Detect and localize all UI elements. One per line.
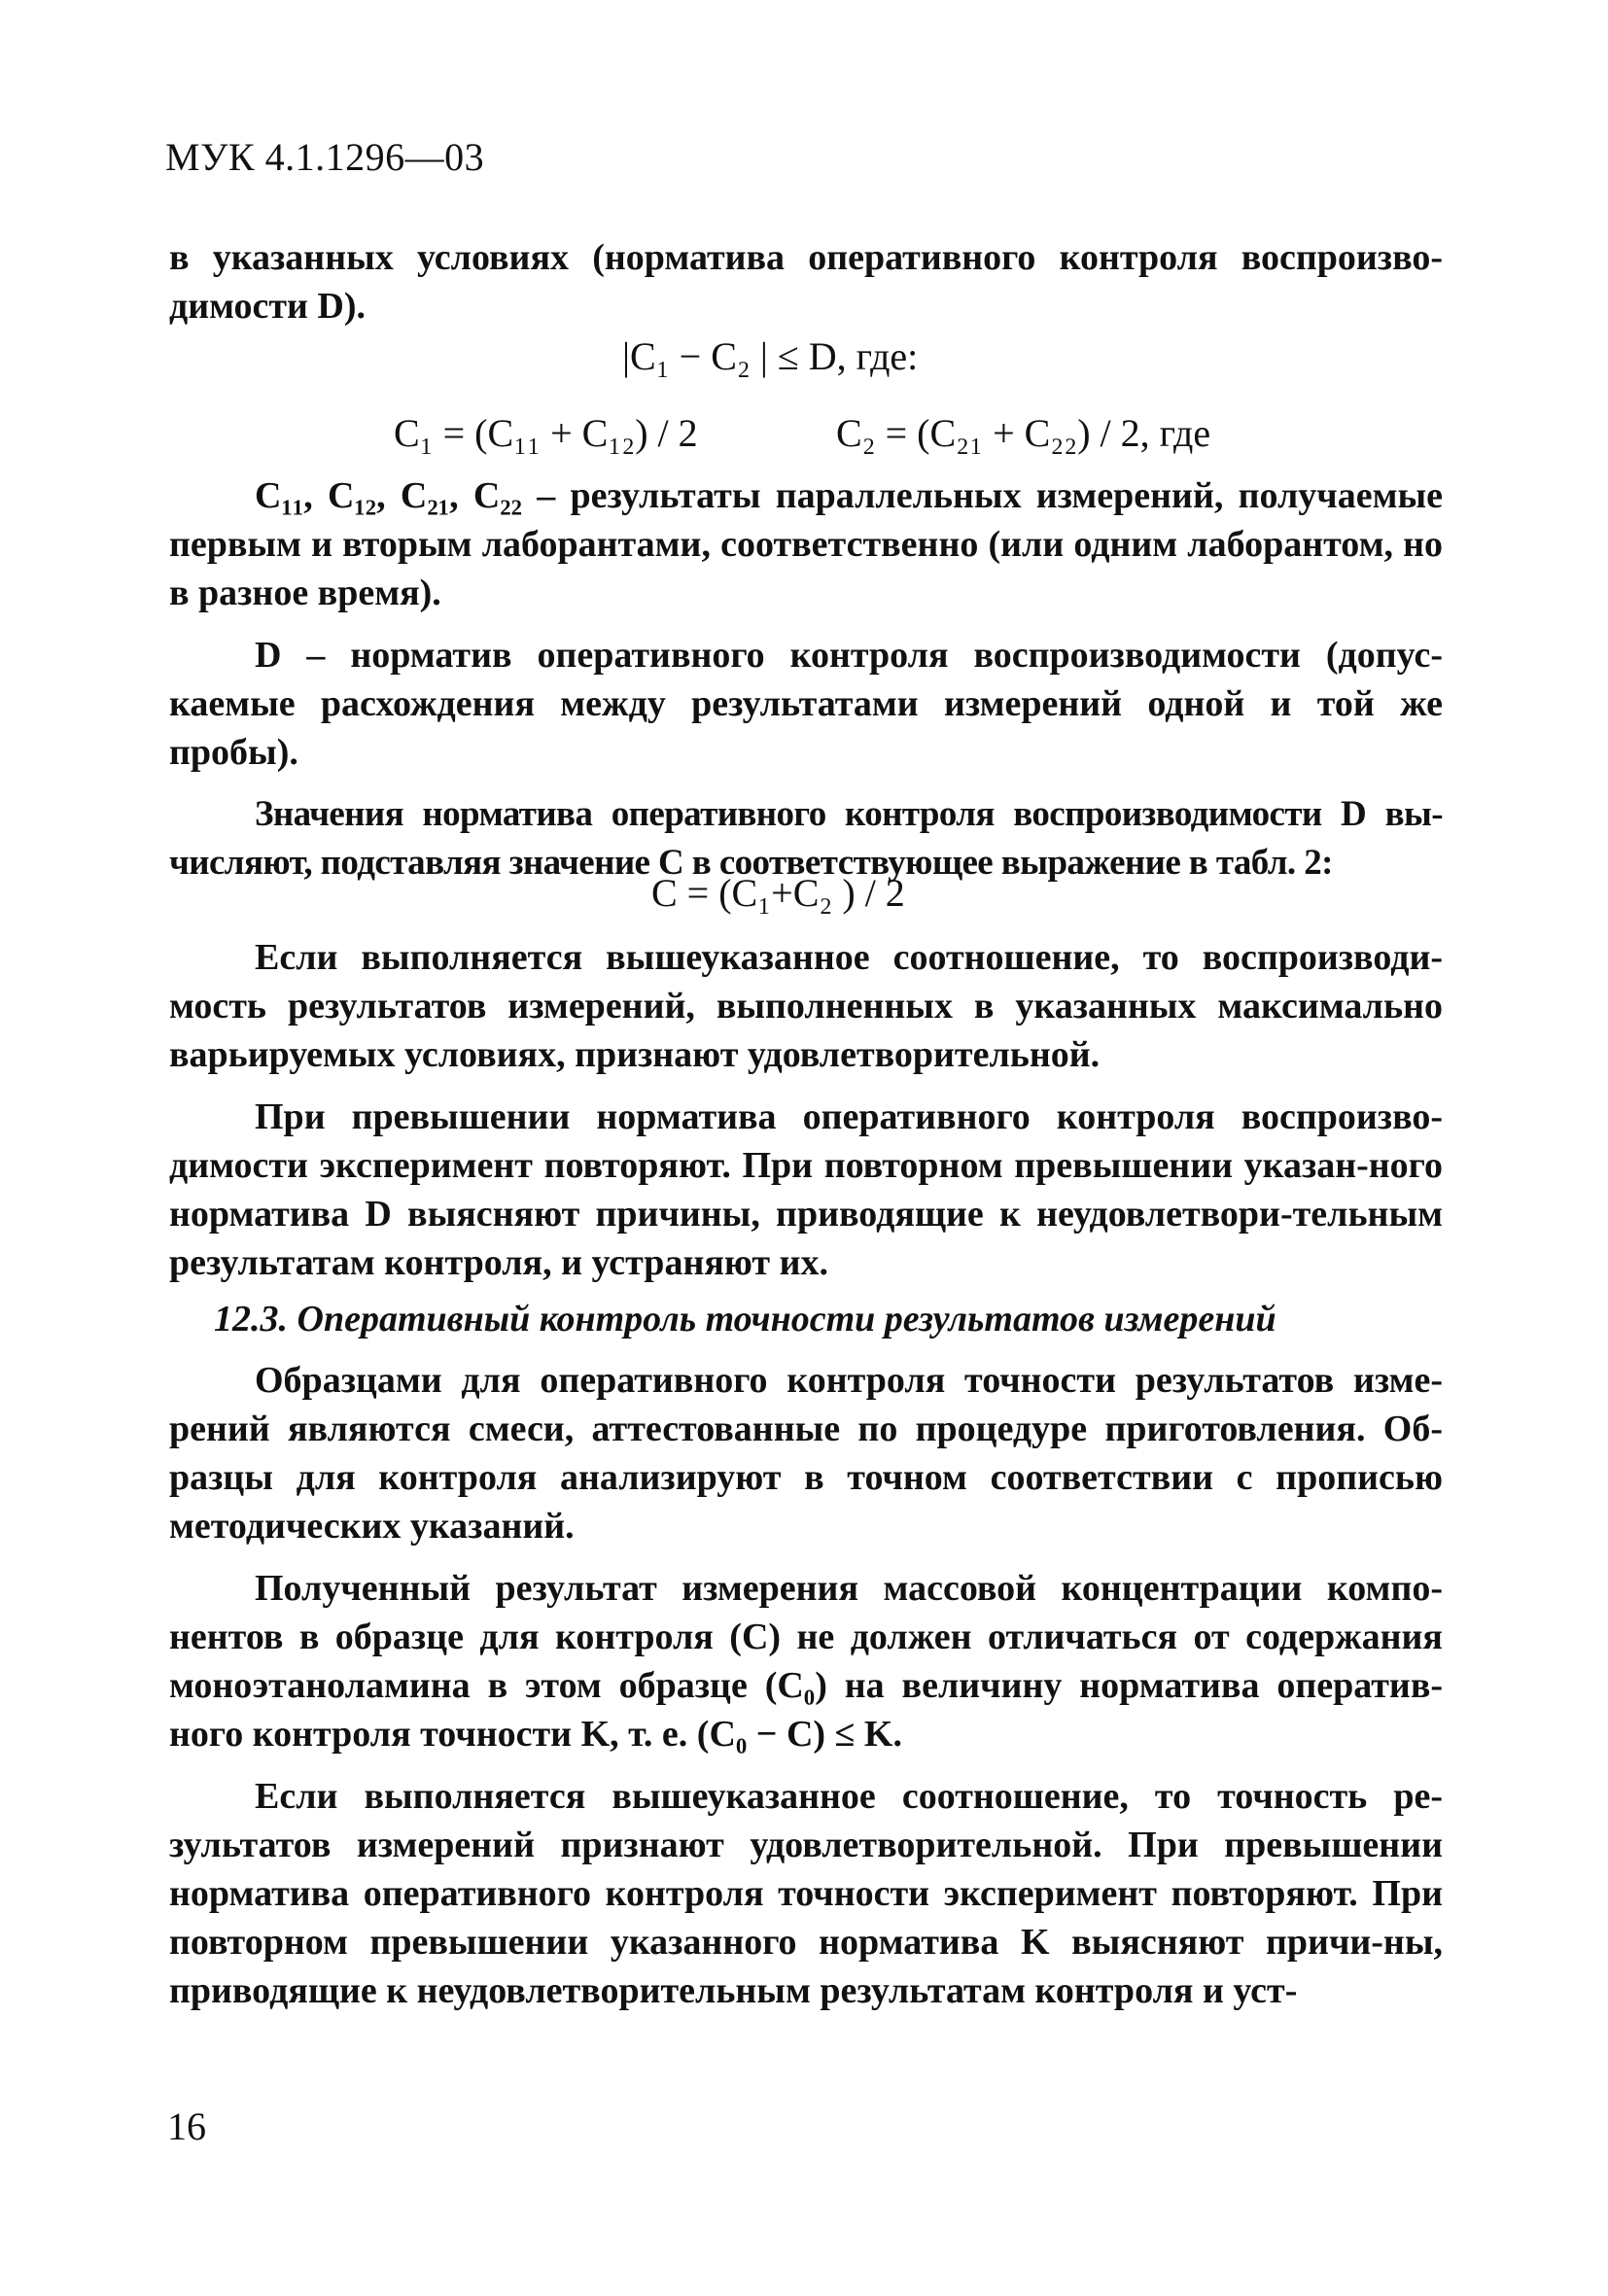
paragraph-block-2: [169, 933, 1443, 1287]
paragraph-if-satisfied: Если выполняется вышеуказанное соотношение, то воспроизводи-мость результатов измерений, выполненных в указанных максимально варьируемых условиях, признают удовлетворительной.: [169, 937, 1443, 1075]
paragraph-values: Значения норматива оперативного контроля воспроизводимости D вы-числяют, подставляя значение C в соответствующее выражение в табл. 2:: [169, 794, 1443, 883]
paragraph-block-1: [169, 471, 1443, 887]
paragraph-block-3: [169, 1356, 1443, 2015]
page-number: 16: [167, 2105, 206, 2148]
paragraph-c-variables: C₁₁, C₁₂, C₂₁, C₂₂ – результаты параллельных измерений, получаемые первым и вторым лаборантами, соответственно (или одним лаборантом, но в разное время).: [169, 475, 1443, 613]
formula-c2: C₂ = (C₂₁ + C₂₂) / 2, где: [836, 411, 1211, 455]
paragraph-exceed: При превышении норматива оперативного контроля воспроизво-димости эксперимент повторяют. При повторном превышении указан-ного норматива D выясняют причины, приводящие к неудовлетвори-тельным результатам контроля, и устраняют их.: [169, 1096, 1443, 1283]
paragraph-text: в указанных условиях (норматива оперативного контроля воспроизво-димости D).: [169, 237, 1443, 327]
paragraph-result: Полученный результат измерения массовой концентрации компо-нентов в образце для контроля (C) не должен отличаться от содержания моноэтаноламина в этом образце (C₀) на величину норматива оператив-ного контроля точности K, т. е. (C₀ − C) ≤ K.: [169, 1568, 1443, 1755]
paragraph-samples: Образцами для оперативного контроля точности результатов изме-рений являются смеси, аттестованные по процедуре приготовления. Об-разцы для контроля анализируют в точном соответствии с прописью методических указаний.: [169, 1360, 1443, 1547]
formula-c: C = (C₁+C₂ ) / 2: [651, 871, 905, 915]
paragraph-reproducibility-intro: [169, 233, 1443, 330]
formula-main: |C₁ − C₂ | ≤ D, где:: [622, 334, 919, 378]
paragraph-d-definition: D – норматив оперативного контроля воспроизводимости (допус-каемые расхождения между результатами измерений одной и той же пробы).: [169, 635, 1443, 773]
document-header: МУК 4.1.1296—03: [165, 135, 485, 179]
section-heading: 12.3. Оперативный контроль точности результатов измерений: [214, 1299, 1276, 1339]
formula-c1: C₁ = (C₁₁ + C₁₂) / 2: [394, 411, 698, 455]
paragraph-final: Если выполняется вышеуказанное соотношение, то точность ре-зультатов измерений признают удовлетворительной. При превышении норматива оперативного контроля точности эксперимент повторяют. При повторном превышении указанного норматива K выясняют причи-ны, приводящие к неудовлетворительным результатам контроля и уст-: [169, 1776, 1443, 2011]
